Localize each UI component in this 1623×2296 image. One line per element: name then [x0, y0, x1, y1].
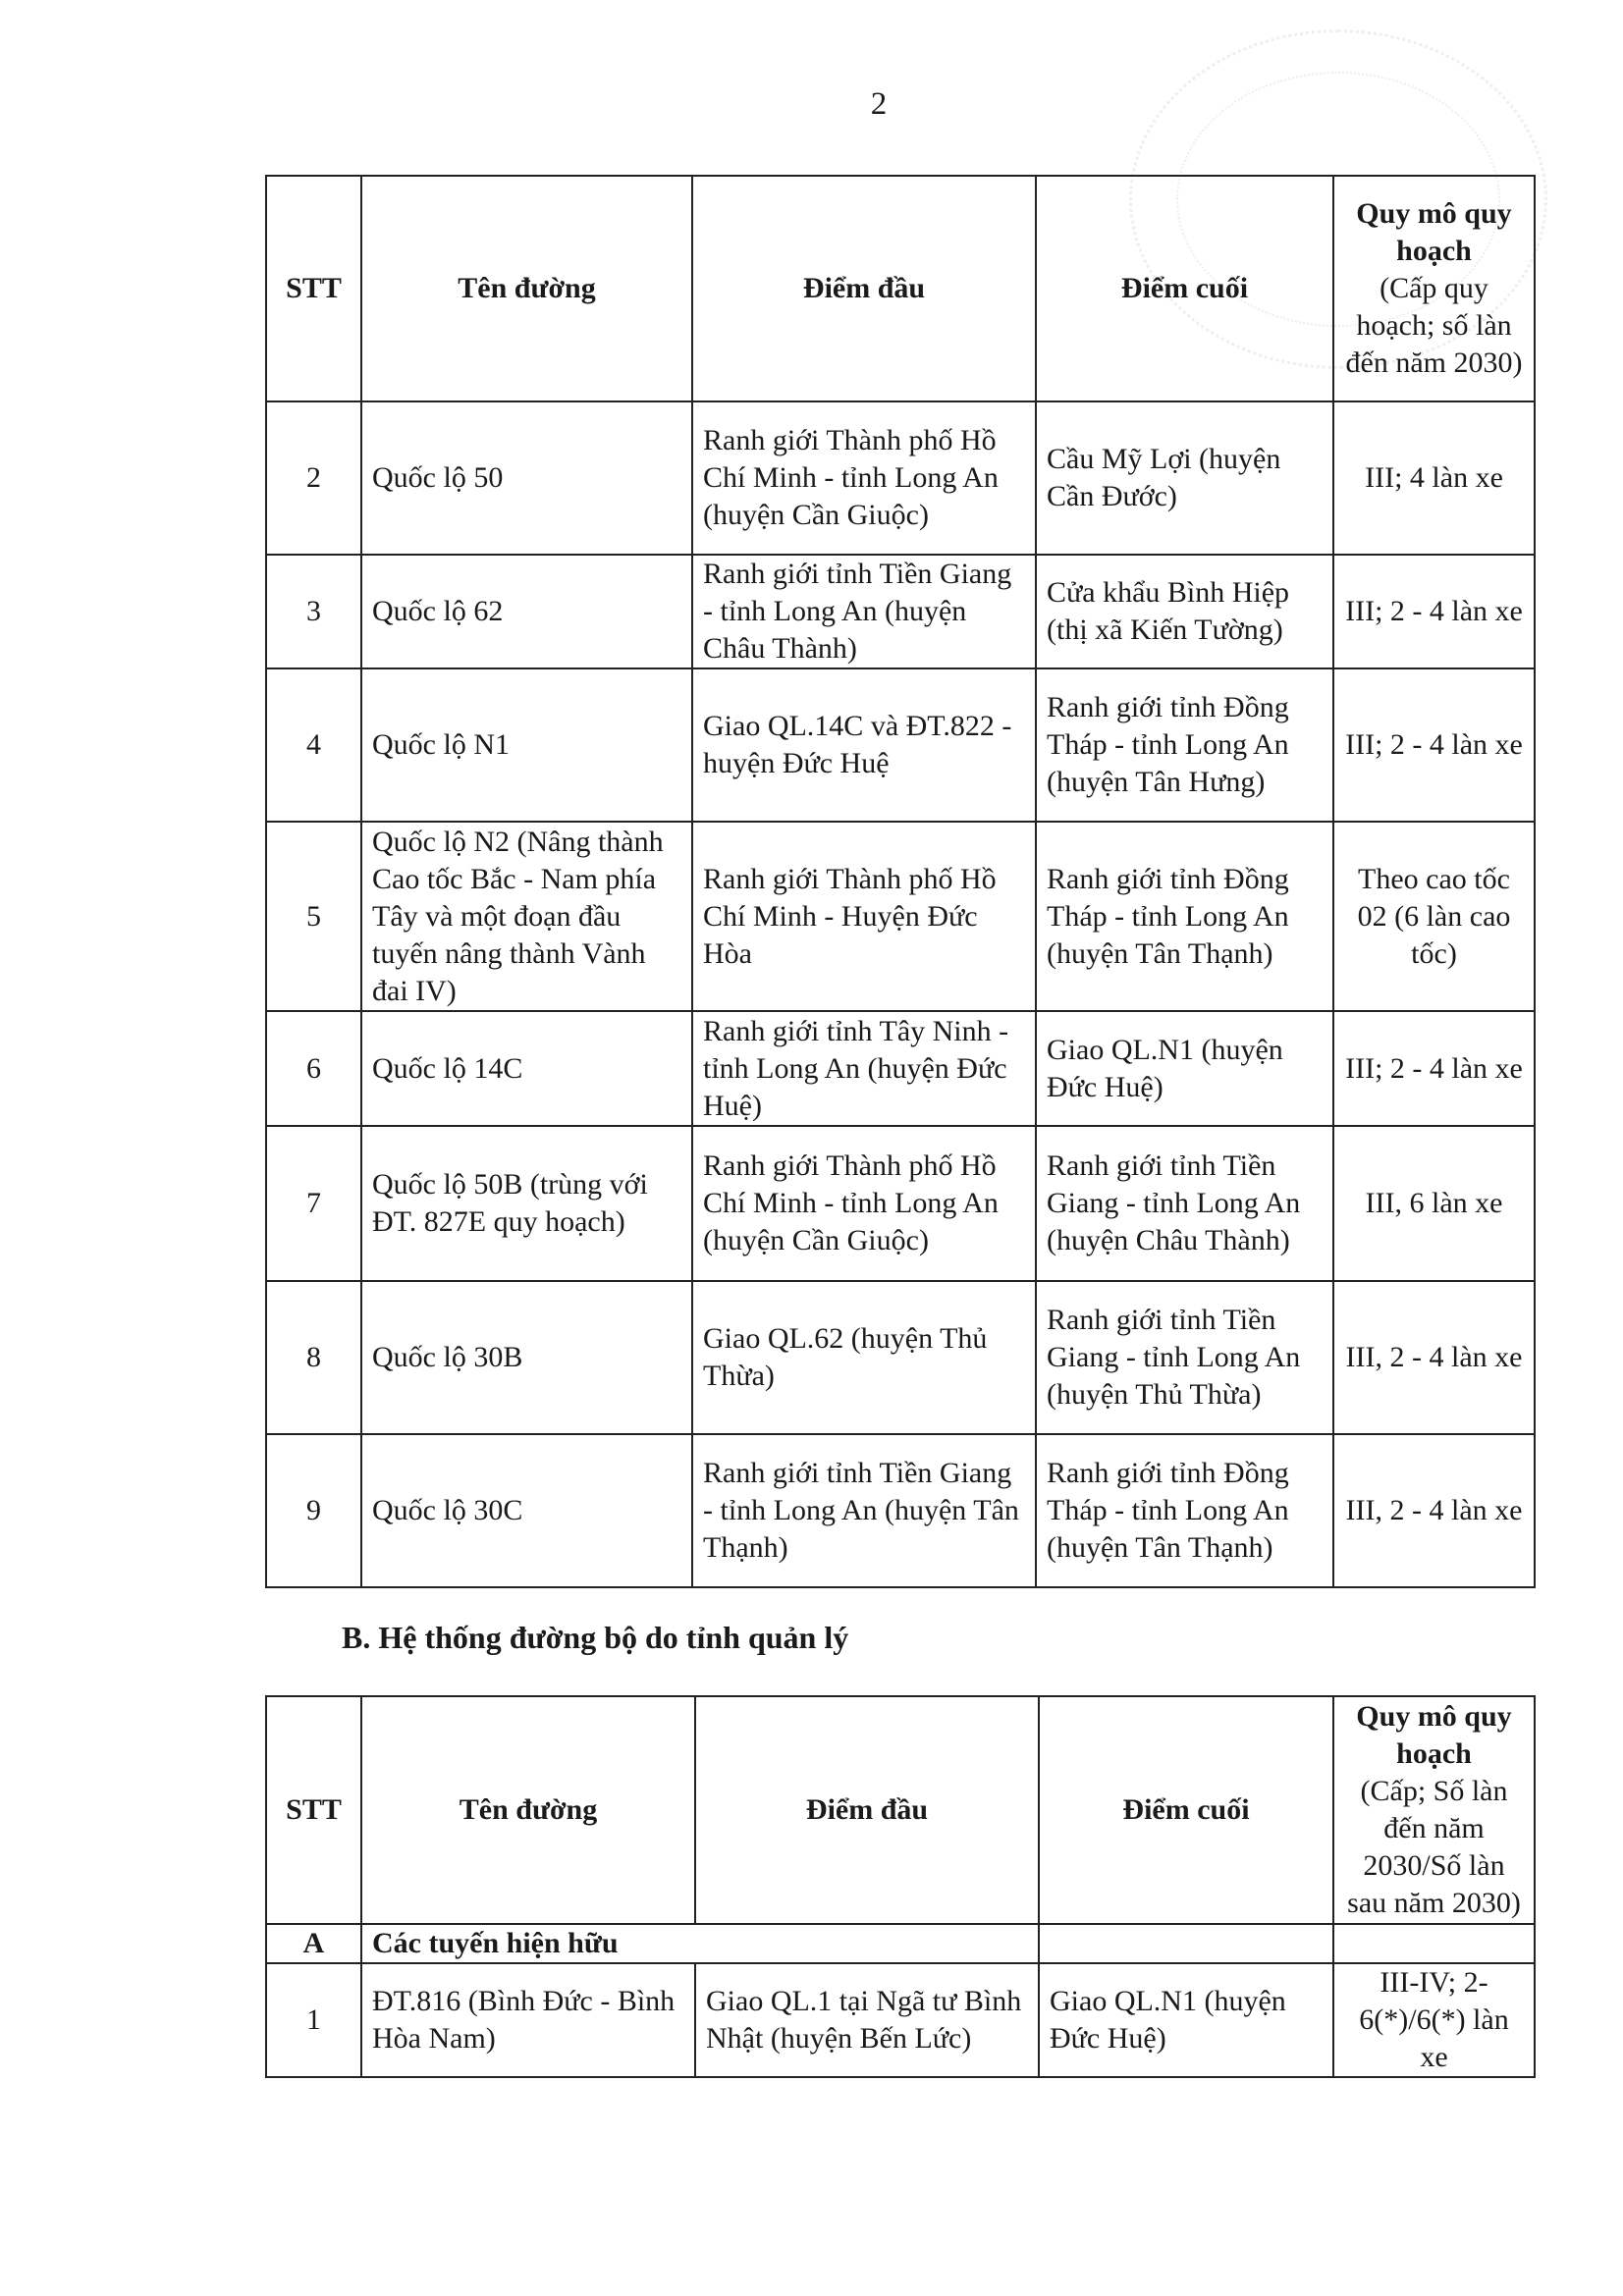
row-road-name: ĐT.816 (Bình Đức - Bình Hòa Nam): [361, 1963, 695, 2077]
header-stt: STT: [266, 176, 361, 401]
row-road-name: Quốc lộ 30B: [361, 1281, 692, 1434]
row-start-point: Giao QL.1 tại Ngã tư Bình Nhật (huyện Bến Lức): [695, 1963, 1039, 2077]
table-header-row: [266, 176, 1535, 401]
row-stt: 4: [266, 668, 361, 822]
row-road-name: Quốc lộ 30C: [361, 1434, 692, 1587]
header-road-name: Tên đường: [361, 1696, 695, 1924]
row-stt: 2: [266, 401, 361, 555]
row-start-point: Ranh giới tỉnh Tiền Giang - tỉnh Long An (huyện Tân Thạnh): [692, 1434, 1036, 1587]
row-scale: III, 2 - 4 làn xe: [1333, 1281, 1535, 1434]
row-road-name: Quốc lộ N2 (Nâng thành Cao tốc Bắc - Nam phía Tây và một đoạn đầu tuyến nâng thành Vành đai IV): [361, 822, 692, 1011]
table-header-row: [266, 1696, 1535, 1924]
header-scale: [1333, 1696, 1535, 1924]
header-scale-note: (Cấp; Số làn đến năm 2030/Số làn sau năm 2030): [1347, 1775, 1521, 1919]
row-road-name: Quốc lộ N1: [361, 668, 692, 822]
row-road-name: Quốc lộ 50: [361, 401, 692, 555]
table-row: [266, 555, 1535, 668]
header-start-point: Điểm đầu: [695, 1696, 1039, 1924]
group-label: Các tuyến hiện hữu: [361, 1924, 1039, 1963]
header-end-point: Điểm cuối: [1036, 176, 1333, 401]
row-end-point: Ranh giới tỉnh Tiền Giang - tỉnh Long An (huyện Thủ Thừa): [1036, 1281, 1333, 1434]
provincial-road-table: [265, 1695, 1536, 2078]
header-scale-title: Quy mô quy hoạch: [1356, 1700, 1512, 1770]
row-scale: III; 2 - 4 làn xe: [1333, 1011, 1535, 1126]
row-end-point: Ranh giới tỉnh Đồng Tháp - tỉnh Long An (huyện Tân Thạnh): [1036, 1434, 1333, 1587]
row-end-point: Cầu Mỹ Lợi (huyện Cần Đước): [1036, 401, 1333, 555]
row-start-point: Ranh giới Thành phố Hồ Chí Minh - Huyện Đức Hòa: [692, 822, 1036, 1011]
row-end-point: Ranh giới tỉnh Đồng Tháp - tỉnh Long An (huyện Tân Thạnh): [1036, 822, 1333, 1011]
row-road-name: Quốc lộ 14C: [361, 1011, 692, 1126]
row-start-point: Ranh giới tỉnh Tiền Giang - tỉnh Long An (huyện Châu Thành): [692, 555, 1036, 668]
row-stt: 6: [266, 1011, 361, 1126]
row-scale: III; 2 - 4 làn xe: [1333, 668, 1535, 822]
page-number: 2: [870, 86, 888, 122]
row-start-point: Ranh giới tỉnh Tây Ninh - tỉnh Long An (huyện Đức Huệ): [692, 1011, 1036, 1126]
row-scale: III, 6 làn xe: [1333, 1126, 1535, 1281]
row-start-point: Giao QL.14C và ĐT.822 - huyện Đức Huệ: [692, 668, 1036, 822]
row-end-point: Giao QL.N1 (huyện Đức Huệ): [1039, 1963, 1333, 2077]
row-stt: 5: [266, 822, 361, 1011]
row-start-point: Giao QL.62 (huyện Thủ Thừa): [692, 1281, 1036, 1434]
table-row: [266, 668, 1535, 822]
national-road-table: [265, 175, 1536, 1588]
table-row: [266, 1434, 1535, 1587]
row-start-point: Ranh giới Thành phố Hồ Chí Minh - tỉnh Long An (huyện Cần Giuộc): [692, 401, 1036, 555]
row-scale: III, 2 - 4 làn xe: [1333, 1434, 1535, 1587]
header-road-name: Tên đường: [361, 176, 692, 401]
header-end-point: Điểm cuối: [1039, 1696, 1333, 1924]
row-end-point: Cửa khẩu Bình Hiệp (thị xã Kiến Tường): [1036, 555, 1333, 668]
header-scale-note: (Cấp quy hoạch; số làn đến năm 2030): [1345, 272, 1523, 379]
group-stt: A: [266, 1924, 361, 1963]
row-end-point: Ranh giới tỉnh Tiền Giang - tỉnh Long An (huyện Châu Thành): [1036, 1126, 1333, 1281]
table-row: [266, 401, 1535, 555]
row-scale: Theo cao tốc 02 (6 làn cao tốc): [1333, 822, 1535, 1011]
header-start-point: Điểm đầu: [692, 176, 1036, 401]
row-start-point: Ranh giới Thành phố Hồ Chí Minh - tỉnh Long An (huyện Cần Giuộc): [692, 1126, 1036, 1281]
row-stt: 7: [266, 1126, 361, 1281]
table-row: [266, 1963, 1535, 2077]
row-scale: III; 2 - 4 làn xe: [1333, 555, 1535, 668]
table-row: [266, 1126, 1535, 1281]
row-stt: 9: [266, 1434, 361, 1587]
header-stt: STT: [266, 1696, 361, 1924]
row-scale: III; 4 làn xe: [1333, 401, 1535, 555]
table-row: [266, 822, 1535, 1011]
row-end-point: Ranh giới tỉnh Đồng Tháp - tỉnh Long An (huyện Tân Hưng): [1036, 668, 1333, 822]
row-end-point: Giao QL.N1 (huyện Đức Huệ): [1036, 1011, 1333, 1126]
row-road-name: Quốc lộ 50B (trùng với ĐT. 827E quy hoạch): [361, 1126, 692, 1281]
row-scale: III-IV; 2-6(*)/6(*) làn xe: [1333, 1963, 1535, 2077]
table-row: [266, 1281, 1535, 1434]
section-b-heading: B. Hệ thống đường bộ do tỉnh quản lý: [342, 1620, 849, 1655]
row-road-name: Quốc lộ 62: [361, 555, 692, 668]
group-row: [266, 1924, 1535, 1963]
row-stt: 3: [266, 555, 361, 668]
table-row: [266, 1011, 1535, 1126]
header-scale: [1333, 176, 1535, 401]
header-scale-title: Quy mô quy hoạch: [1356, 197, 1512, 267]
row-stt: 1: [266, 1963, 361, 2077]
row-stt: 8: [266, 1281, 361, 1434]
